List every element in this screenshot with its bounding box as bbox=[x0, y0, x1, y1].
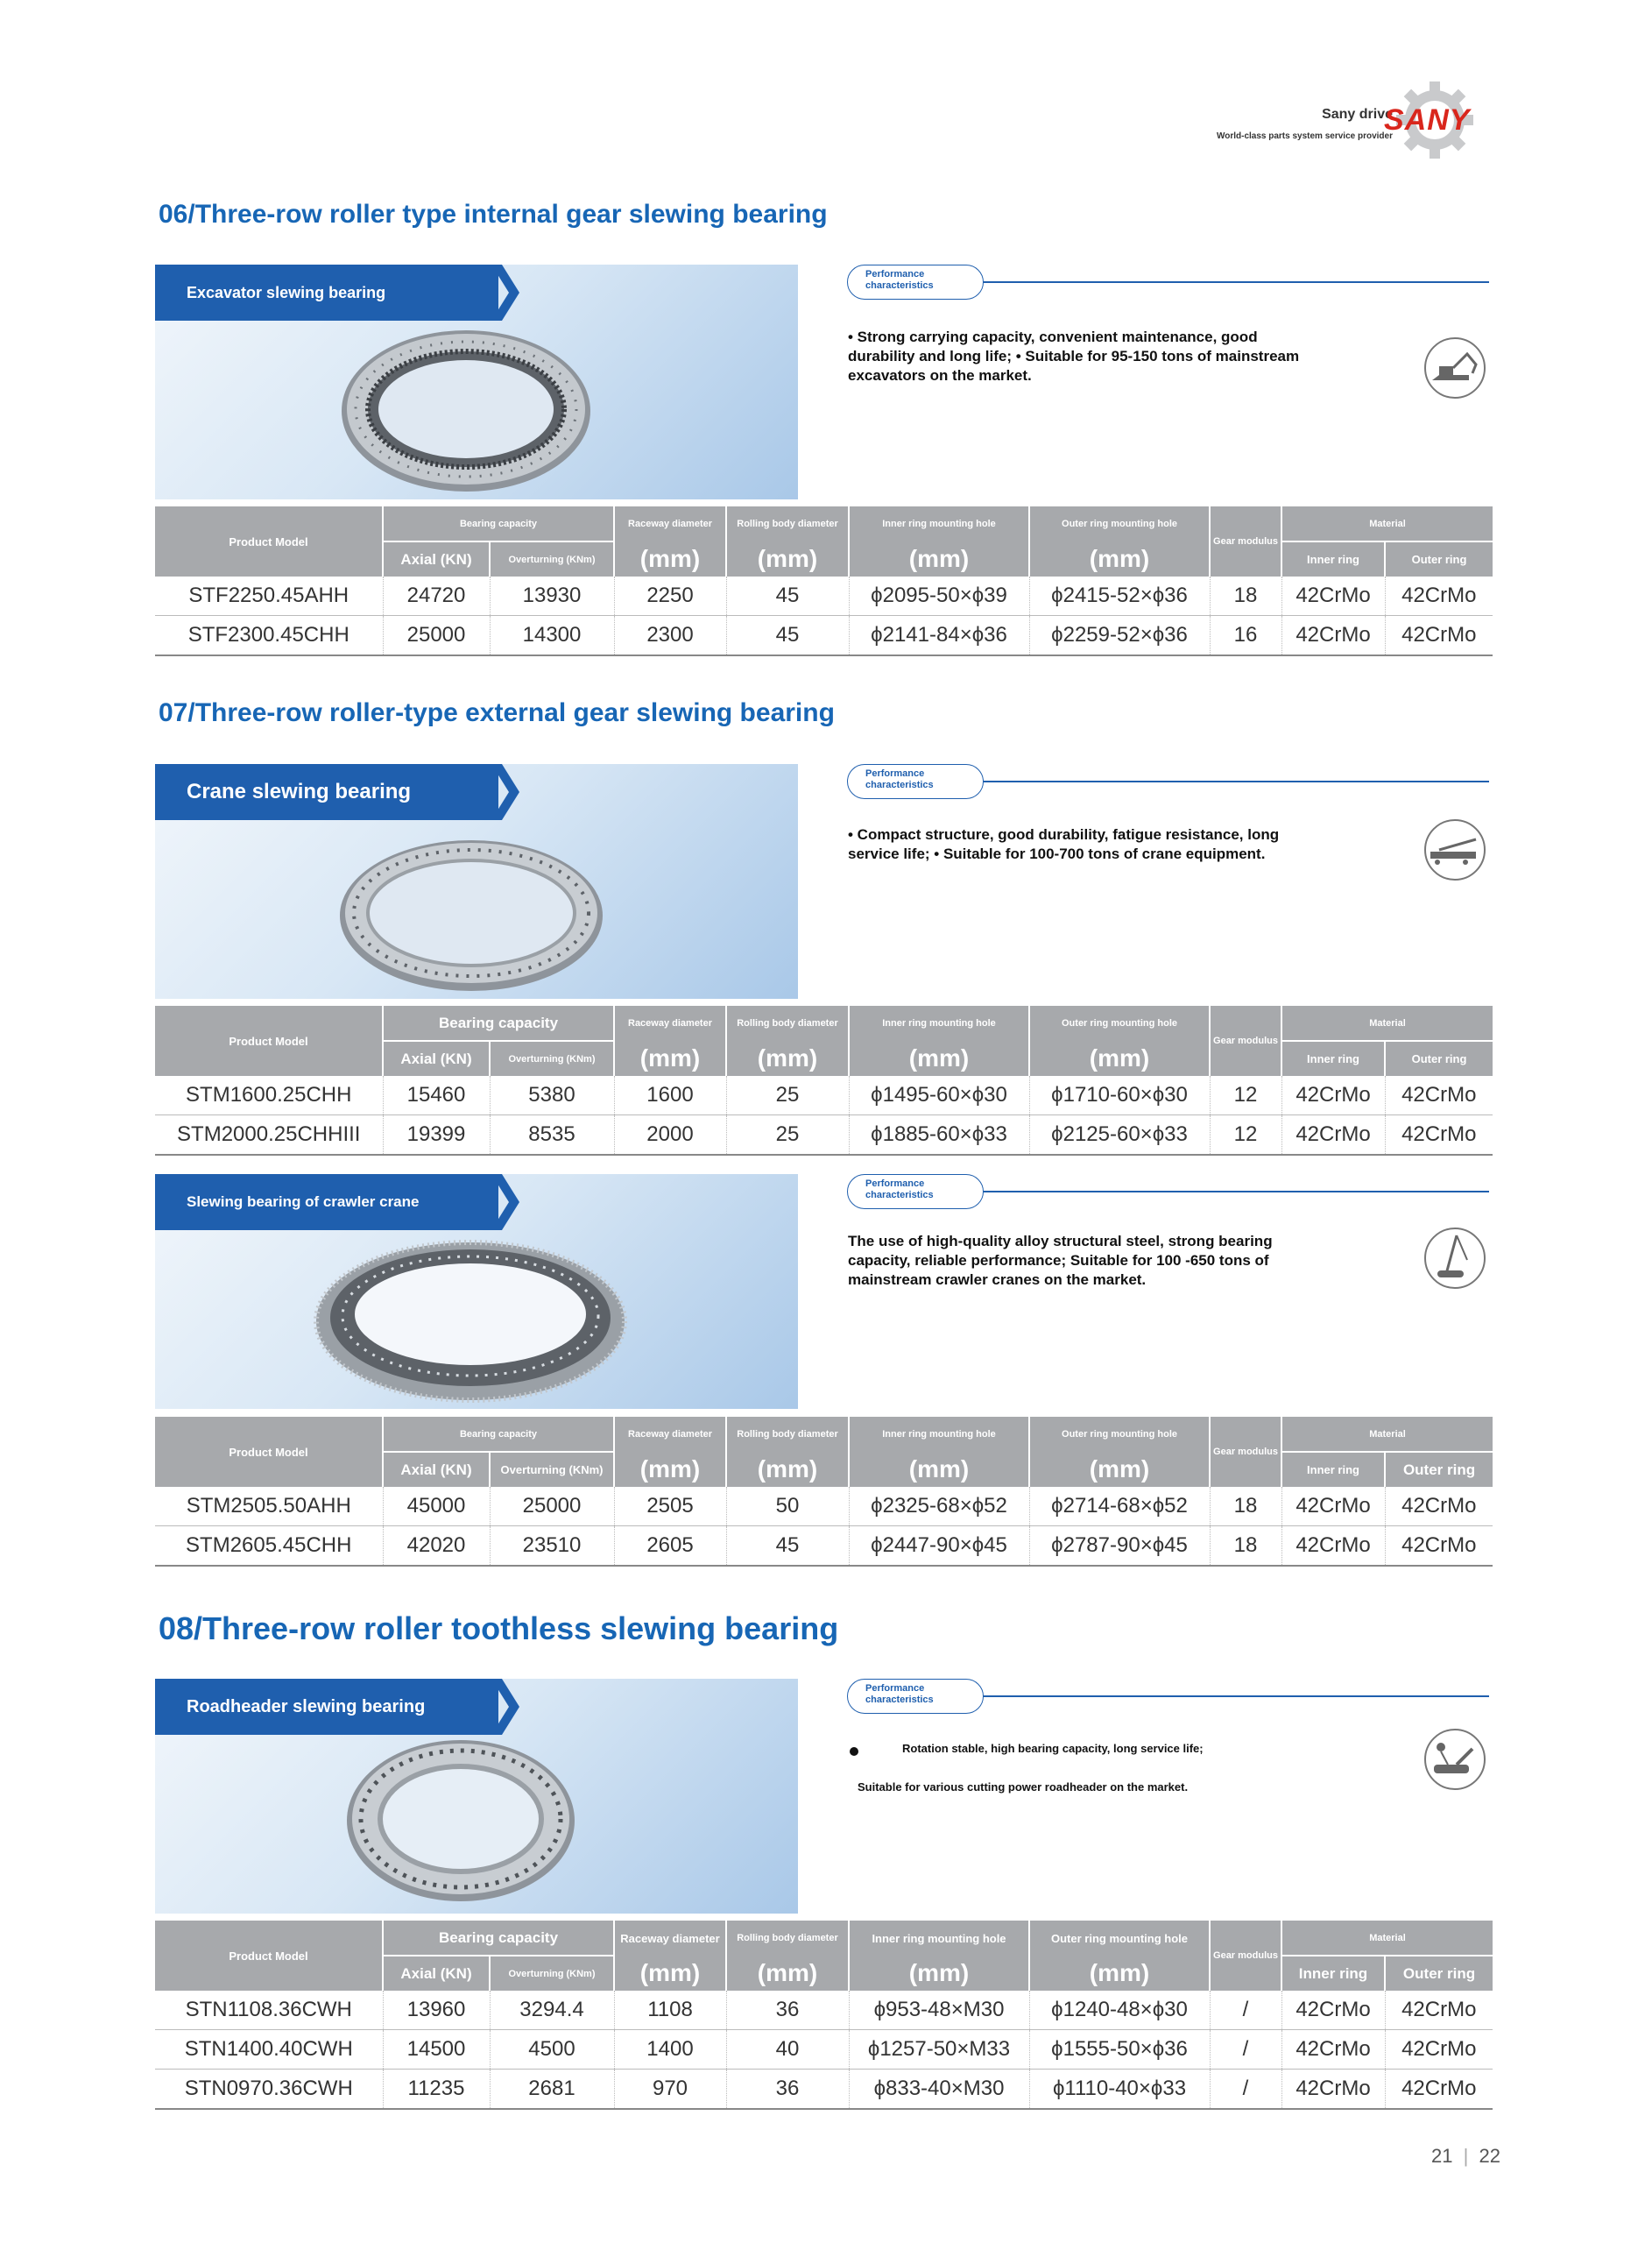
product-panel-crawler-crane bbox=[155, 1174, 798, 1409]
performance-label: Performance characteristics bbox=[847, 764, 984, 799]
col-inner-hole: Inner ring mounting hole bbox=[849, 506, 1029, 541]
col-rolling-body-diameter: Rolling body diameter bbox=[726, 506, 849, 541]
col-raceway-diameter: Raceway diameter bbox=[614, 506, 726, 541]
cell-overturning-knm: 13930 bbox=[490, 577, 614, 616]
table-row bbox=[155, 2030, 1493, 2070]
section-title-08: 08/Three-row roller toothless slewing bearing bbox=[159, 1610, 839, 1646]
cell-gear-modulus: / bbox=[1210, 1991, 1281, 2030]
cell-raceway-diameter: 2250 bbox=[614, 577, 726, 616]
product-panel-roadheader bbox=[155, 1679, 798, 1914]
unit-mm: (mm) bbox=[1029, 541, 1210, 577]
cell-outer-ring-material: 42CrMo bbox=[1385, 616, 1493, 656]
performance-text-2: Suitable for various cutting power roadheader on the market. bbox=[858, 1780, 1189, 1794]
col-product-model: Product Model bbox=[155, 1006, 383, 1076]
col-outer-hole: Outer ring mounting hole bbox=[1029, 1006, 1210, 1041]
cell-gear-modulus: 18 bbox=[1210, 1526, 1281, 1567]
cell-raceway-diameter: 1400 bbox=[614, 2030, 726, 2070]
brand-tagline: World-class parts system service provider bbox=[1216, 131, 1393, 141]
cell-outer-ring-hole: ϕ2787-90×ϕ45 bbox=[1029, 1526, 1210, 1567]
cell-raceway-diameter: 2605 bbox=[614, 1526, 726, 1567]
performance-text: • Strong carrying capacity, convenient maintenance, good durability and long life; • Suitable for 95-150 tons of mainstream excavators on the market. bbox=[848, 329, 1300, 384]
product-panel-crane bbox=[155, 764, 798, 999]
unit-mm: (mm) bbox=[849, 1452, 1029, 1487]
cell-rolling-body-diameter: 36 bbox=[726, 1991, 849, 2030]
col-gear-modulus: Gear modulus bbox=[1210, 1921, 1281, 1991]
roadheader-icon bbox=[1422, 1726, 1488, 1793]
col-product-model: Product Model bbox=[155, 506, 383, 577]
cell-rolling-body-diameter: 40 bbox=[726, 2030, 849, 2070]
performance-text: • Compact structure, good durability, fatigue resistance, long service life; • Suitable for 100-700 tons of crane equipment. bbox=[848, 826, 1280, 862]
page-numbers bbox=[1431, 2145, 1500, 2168]
cell-inner-ring-material: 42CrMo bbox=[1281, 2030, 1385, 2070]
performance-label: Performance characteristics bbox=[847, 265, 984, 300]
bearing-ring-image bbox=[313, 1234, 628, 1405]
col-inner-hole: Inner ring mounting hole bbox=[849, 1417, 1029, 1452]
cell-outer-ring-hole: ϕ2259-52×ϕ36 bbox=[1029, 616, 1210, 656]
unit-mm: (mm) bbox=[1029, 1041, 1210, 1076]
sany-logo bbox=[1382, 81, 1487, 159]
col-axial: Axial (KN) bbox=[383, 1956, 490, 1991]
chevron-right-icon bbox=[491, 1174, 523, 1230]
cell-overturning-knm: 2681 bbox=[490, 2070, 614, 2110]
cell-outer-ring-material: 42CrMo bbox=[1385, 1487, 1493, 1526]
cell-axial-kn: 45000 bbox=[383, 1487, 490, 1526]
col-axial: Axial (KN) bbox=[383, 1452, 490, 1487]
cell-product-model: STN1108.36CWH bbox=[155, 1991, 383, 2030]
cell-inner-ring-material: 42CrMo bbox=[1281, 616, 1385, 656]
cell-gear-modulus: 18 bbox=[1210, 1487, 1281, 1526]
col-outer-ring: Outer ring bbox=[1385, 1956, 1493, 1991]
performance-text: The use of high-quality alloy structural steel, strong bearing capacity, reliable performance; Suitable for 100 -650 tons of mainstream crawler cranes on the market. bbox=[848, 1233, 1273, 1288]
cell-inner-ring-hole: ϕ953-48×M30 bbox=[849, 1991, 1029, 2030]
cell-inner-ring-material: 42CrMo bbox=[1281, 577, 1385, 616]
spec-table-06 bbox=[155, 506, 1493, 656]
unit-mm: (mm) bbox=[614, 1452, 726, 1487]
cell-raceway-diameter: 970 bbox=[614, 2070, 726, 2110]
cell-inner-ring-hole: ϕ2447-90×ϕ45 bbox=[849, 1526, 1029, 1567]
col-gear-modulus: Gear modulus bbox=[1210, 1417, 1281, 1487]
col-rolling-body-diameter: Rolling body diameter bbox=[726, 1006, 849, 1041]
unit-mm: (mm) bbox=[1029, 1956, 1210, 1991]
cell-outer-ring-material: 42CrMo bbox=[1385, 1991, 1493, 2030]
cell-outer-ring-hole: ϕ2714-68×ϕ52 bbox=[1029, 1487, 1210, 1526]
col-rolling-body-diameter: Rolling body diameter bbox=[726, 1417, 849, 1452]
col-inner-ring: Inner ring bbox=[1281, 541, 1385, 577]
cell-inner-ring-hole: ϕ1885-60×ϕ33 bbox=[849, 1115, 1029, 1156]
unit-mm: (mm) bbox=[849, 1956, 1029, 1991]
col-inner-ring: Inner ring bbox=[1281, 1041, 1385, 1076]
panel-label: Slewing bearing of crawler crane bbox=[155, 1174, 498, 1230]
product-panel-excavator bbox=[155, 265, 798, 499]
cell-product-model: STM2605.45CHH bbox=[155, 1526, 383, 1567]
performance-label: Performance characteristics bbox=[847, 1174, 984, 1209]
unit-mm: (mm) bbox=[849, 1041, 1029, 1076]
cell-inner-ring-hole: ϕ833-40×M30 bbox=[849, 2070, 1029, 2110]
spec-table-07b bbox=[155, 1417, 1493, 1567]
cell-product-model: STM1600.25CHH bbox=[155, 1076, 383, 1115]
cell-inner-ring-material: 42CrMo bbox=[1281, 2070, 1385, 2110]
cell-product-model: STM2505.50AHH bbox=[155, 1487, 383, 1526]
col-material: Material bbox=[1281, 1006, 1493, 1041]
col-product-model: Product Model bbox=[155, 1921, 383, 1991]
col-overturning: Overturning (KNm) bbox=[490, 541, 614, 577]
table-row bbox=[155, 1487, 1493, 1526]
cell-raceway-diameter: 2300 bbox=[614, 616, 726, 656]
cell-axial-kn: 42020 bbox=[383, 1526, 490, 1567]
cell-axial-kn: 13960 bbox=[383, 1991, 490, 2030]
unit-mm: (mm) bbox=[614, 541, 726, 577]
cell-outer-ring-hole: ϕ1240-48×ϕ30 bbox=[1029, 1991, 1210, 2030]
cell-outer-ring-material: 42CrMo bbox=[1385, 1526, 1493, 1567]
cell-overturning-knm: 8535 bbox=[490, 1115, 614, 1156]
col-gear-modulus: Gear modulus bbox=[1210, 506, 1281, 577]
bearing-ring-image bbox=[335, 834, 608, 997]
brand-name: Sany drive bbox=[1322, 107, 1393, 122]
chevron-right-icon bbox=[491, 265, 523, 321]
table-row bbox=[155, 1115, 1493, 1156]
col-bearing-capacity: Bearing capacity bbox=[383, 1921, 614, 1956]
unit-mm: (mm) bbox=[1029, 1452, 1210, 1487]
col-product-model: Product Model bbox=[155, 1417, 383, 1487]
col-inner-ring: Inner ring bbox=[1281, 1956, 1385, 1991]
col-inner-hole: Inner ring mounting hole bbox=[849, 1921, 1029, 1956]
col-bearing-capacity: Bearing capacity bbox=[383, 1417, 614, 1452]
cell-axial-kn: 25000 bbox=[383, 616, 490, 656]
col-raceway-diameter: Raceway diameter bbox=[614, 1417, 726, 1452]
cell-inner-ring-hole: ϕ1257-50×M33 bbox=[849, 2030, 1029, 2070]
cell-overturning-knm: 5380 bbox=[490, 1076, 614, 1115]
col-material: Material bbox=[1281, 506, 1493, 541]
cell-inner-ring-material: 42CrMo bbox=[1281, 1991, 1385, 2030]
cell-gear-modulus: 16 bbox=[1210, 616, 1281, 656]
col-rolling-body-diameter: Rolling body diameter bbox=[726, 1921, 849, 1956]
cell-outer-ring-hole: ϕ1710-60×ϕ30 bbox=[1029, 1076, 1210, 1115]
table-row bbox=[155, 577, 1493, 616]
cell-axial-kn: 15460 bbox=[383, 1076, 490, 1115]
cell-rolling-body-diameter: 25 bbox=[726, 1076, 849, 1115]
cell-rolling-body-diameter: 45 bbox=[726, 577, 849, 616]
cell-inner-ring-hole: ϕ2325-68×ϕ52 bbox=[849, 1487, 1029, 1526]
cell-axial-kn: 24720 bbox=[383, 577, 490, 616]
page-separator: | bbox=[1463, 2145, 1469, 2167]
table-row bbox=[155, 616, 1493, 656]
excavator-icon bbox=[1422, 335, 1488, 401]
unit-mm: (mm) bbox=[726, 1041, 849, 1076]
table-row bbox=[155, 1526, 1493, 1567]
divider bbox=[983, 1695, 1489, 1697]
cell-rolling-body-diameter: 50 bbox=[726, 1487, 849, 1526]
section-title-06: 06/Three-row roller type internal gear slewing bearing bbox=[159, 200, 828, 229]
col-material: Material bbox=[1281, 1417, 1493, 1452]
chevron-right-icon bbox=[491, 764, 523, 820]
col-raceway-diameter: Raceway diameter bbox=[614, 1921, 726, 1956]
cell-product-model: STF2300.45CHH bbox=[155, 616, 383, 656]
cell-axial-kn: 11235 bbox=[383, 2070, 490, 2110]
bullet-dot bbox=[850, 1747, 858, 1756]
cell-raceway-diameter: 2000 bbox=[614, 1115, 726, 1156]
unit-mm: (mm) bbox=[849, 541, 1029, 577]
col-inner-ring: Inner ring bbox=[1281, 1452, 1385, 1487]
table-row bbox=[155, 2070, 1493, 2110]
unit-mm: (mm) bbox=[726, 1452, 849, 1487]
cell-rolling-body-diameter: 45 bbox=[726, 1526, 849, 1567]
col-gear-modulus: Gear modulus bbox=[1210, 1006, 1281, 1076]
cell-outer-ring-hole: ϕ1110-40×ϕ33 bbox=[1029, 2070, 1210, 2110]
col-bearing-capacity: Bearing capacity bbox=[383, 506, 614, 541]
cell-inner-ring-hole: ϕ2095-50×ϕ39 bbox=[849, 577, 1029, 616]
col-material: Material bbox=[1281, 1921, 1493, 1956]
cell-inner-ring-material: 42CrMo bbox=[1281, 1487, 1385, 1526]
spec-table-07a bbox=[155, 1006, 1493, 1156]
cell-gear-modulus: 12 bbox=[1210, 1076, 1281, 1115]
cell-outer-ring-material: 42CrMo bbox=[1385, 1115, 1493, 1156]
cell-product-model: STF2250.45AHH bbox=[155, 577, 383, 616]
cell-outer-ring-material: 42CrMo bbox=[1385, 577, 1493, 616]
performance-text-1: Rotation stable, high bearing capacity, long service life; bbox=[902, 1742, 1204, 1755]
cell-outer-ring-material: 42CrMo bbox=[1385, 2070, 1493, 2110]
col-overturning: Overturning (KNm) bbox=[490, 1956, 614, 1991]
col-outer-ring: Outer ring bbox=[1385, 1452, 1493, 1487]
cell-product-model: STN0970.36CWH bbox=[155, 2070, 383, 2110]
col-outer-hole: Outer ring mounting hole bbox=[1029, 1417, 1210, 1452]
cell-overturning-knm: 14300 bbox=[490, 616, 614, 656]
cell-inner-ring-material: 42CrMo bbox=[1281, 1076, 1385, 1115]
crawler-crane-icon bbox=[1422, 1225, 1488, 1291]
cell-rolling-body-diameter: 25 bbox=[726, 1115, 849, 1156]
cell-outer-ring-material: 42CrMo bbox=[1385, 2030, 1493, 2070]
cell-rolling-body-diameter: 45 bbox=[726, 616, 849, 656]
divider bbox=[983, 281, 1489, 283]
cell-rolling-body-diameter: 36 bbox=[726, 2070, 849, 2110]
col-outer-hole: Outer ring mounting hole bbox=[1029, 506, 1210, 541]
divider bbox=[983, 781, 1489, 782]
col-outer-ring: Outer ring bbox=[1385, 541, 1493, 577]
cell-raceway-diameter: 1600 bbox=[614, 1076, 726, 1115]
cell-outer-ring-hole: ϕ2125-60×ϕ33 bbox=[1029, 1115, 1210, 1156]
panel-label: Roadheader slewing bearing bbox=[155, 1679, 498, 1735]
cell-gear-modulus: / bbox=[1210, 2070, 1281, 2110]
cell-raceway-diameter: 1108 bbox=[614, 1991, 726, 2030]
page-number-left: 21 bbox=[1431, 2145, 1453, 2167]
cell-outer-ring-material: 42CrMo bbox=[1385, 1076, 1493, 1115]
page-number-right: 22 bbox=[1479, 2145, 1500, 2167]
sany-logo-text: SANY bbox=[1384, 103, 1471, 137]
cell-overturning-knm: 25000 bbox=[490, 1487, 614, 1526]
panel-label: Excavator slewing bearing bbox=[155, 265, 498, 321]
spec-table-08 bbox=[155, 1921, 1493, 2110]
bearing-ring-image bbox=[335, 319, 597, 494]
unit-mm: (mm) bbox=[614, 1041, 726, 1076]
cell-inner-ring-hole: ϕ1495-60×ϕ30 bbox=[849, 1076, 1029, 1115]
table-row bbox=[155, 1076, 1493, 1115]
cell-gear-modulus: / bbox=[1210, 2030, 1281, 2070]
cell-gear-modulus: 12 bbox=[1210, 1115, 1281, 1156]
cell-product-model: STM2000.25CHHIII bbox=[155, 1115, 383, 1156]
cell-outer-ring-hole: ϕ1555-50×ϕ36 bbox=[1029, 2030, 1210, 2070]
crane-truck-icon bbox=[1422, 817, 1488, 883]
bearing-ring-image bbox=[343, 1731, 578, 1907]
col-raceway-diameter: Raceway diameter bbox=[614, 1006, 726, 1041]
cell-inner-ring-material: 42CrMo bbox=[1281, 1115, 1385, 1156]
panel-label: Crane slewing bearing bbox=[155, 764, 498, 820]
cell-axial-kn: 19399 bbox=[383, 1115, 490, 1156]
unit-mm: (mm) bbox=[726, 1956, 849, 1991]
cell-outer-ring-hole: ϕ2415-52×ϕ36 bbox=[1029, 577, 1210, 616]
col-axial: Axial (KN) bbox=[383, 541, 490, 577]
col-axial: Axial (KN) bbox=[383, 1041, 490, 1076]
col-outer-ring: Outer ring bbox=[1385, 1041, 1493, 1076]
col-bearing-capacity: Bearing capacity bbox=[383, 1006, 614, 1041]
cell-raceway-diameter: 2505 bbox=[614, 1487, 726, 1526]
col-overturning: Overturning (KNm) bbox=[490, 1041, 614, 1076]
table-row bbox=[155, 1991, 1493, 2030]
col-inner-hole: Inner ring mounting hole bbox=[849, 1006, 1029, 1041]
cell-overturning-knm: 23510 bbox=[490, 1526, 614, 1567]
section-title-07: 07/Three-row roller-type external gear slewing bearing bbox=[159, 698, 835, 727]
cell-inner-ring-material: 42CrMo bbox=[1281, 1526, 1385, 1567]
col-outer-hole: Outer ring mounting hole bbox=[1029, 1921, 1210, 1956]
cell-axial-kn: 14500 bbox=[383, 2030, 490, 2070]
cell-overturning-knm: 4500 bbox=[490, 2030, 614, 2070]
chevron-right-icon bbox=[491, 1679, 523, 1735]
unit-mm: (mm) bbox=[726, 541, 849, 577]
cell-inner-ring-hole: ϕ2141-84×ϕ36 bbox=[849, 616, 1029, 656]
divider bbox=[983, 1191, 1489, 1192]
unit-mm: (mm) bbox=[614, 1956, 726, 1991]
col-overturning: Overturning (KNm) bbox=[490, 1452, 614, 1487]
cell-gear-modulus: 18 bbox=[1210, 577, 1281, 616]
cell-product-model: STN1400.40CWH bbox=[155, 2030, 383, 2070]
performance-label: Performance characteristics bbox=[847, 1679, 984, 1714]
cell-overturning-knm: 3294.4 bbox=[490, 1991, 614, 2030]
